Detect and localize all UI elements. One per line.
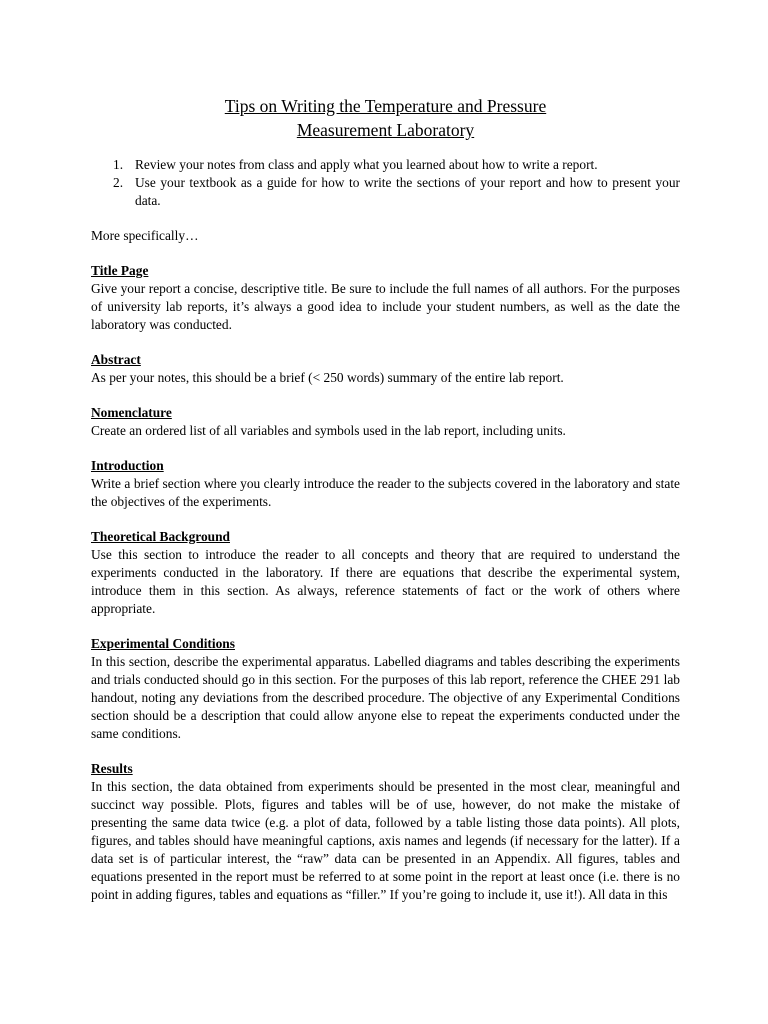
section-theoretical-background bbox=[91, 528, 680, 618]
list-item bbox=[91, 156, 680, 174]
section-body: Write a brief section where you clearly introduce the reader to the subjects covered in the laboratory and state the objectives of the experiments. bbox=[91, 476, 680, 509]
tips-list bbox=[91, 156, 680, 210]
section-nomenclature bbox=[91, 404, 680, 440]
title-line-1: Tips on Writing the Temperature and Pressure bbox=[224, 96, 547, 116]
section-body: Give your report a concise, descriptive title. Be sure to include the full names of all authors. For the purposes of university lab reports, it’s always a good idea to include your student numbers, as well as the date the laboratory was conducted. bbox=[91, 281, 680, 332]
section-body: As per your notes, this should be a brief (< 250 words) summary of the entire lab report. bbox=[91, 370, 564, 385]
list-item-number: 1. bbox=[113, 157, 124, 172]
section-body: Create an ordered list of all variables and symbols used in the lab report, including units. bbox=[91, 423, 566, 438]
list-item-text: Review your notes from class and apply what you learned about how to write a report. bbox=[135, 157, 598, 172]
section-introduction bbox=[91, 457, 680, 511]
section-heading: Abstract bbox=[91, 352, 141, 367]
section-body: In this section, the data obtained from experiments should be presented in the most clear, meaningful and succinct way possible. Plots, figures and tables will be of use, however, do not make the mistake of presenting the same data twice (e.g. a plot of data, followed by a table listing those data points). All plots, figures, and tables should have meaningful captions, axis names and legends (if necessary for the latter). If a data set is of particular interest, the “raw” data can be presented in an Appendix. All figures, tables and equations presented in the report must be referred to at some point in the report at least once (i.e. there is no point in adding figures, tables and equations as “filler.” If you’re going to include it, use it!). All data in this bbox=[91, 779, 680, 902]
section-experimental-conditions bbox=[91, 635, 680, 743]
more-specifically-text: More specifically… bbox=[91, 228, 199, 243]
section-body: In this section, describe the experimental apparatus. Labelled diagrams and tables describing the experiments and trials conducted should go in this section. For the purposes of this lab report, reference the CHEE 291 lab handout, noting any deviations from the described procedure. The objective of any Experimental Conditions section should be a description that could allow anyone else to repeat the experiments conducted under the same conditions. bbox=[91, 654, 680, 741]
title-line-2: Measurement Laboratory bbox=[296, 120, 475, 140]
section-heading: Introduction bbox=[91, 458, 164, 473]
document-title bbox=[91, 94, 680, 142]
section-body: Use this section to introduce the reader to all concepts and theory that are required to understand the experiments conducted in the laboratory. If there are equations that describe the experimental system, introduce them in this section. As always, reference statements of fact or the work of others where appropriate. bbox=[91, 547, 680, 616]
section-results bbox=[91, 760, 680, 904]
section-title-page bbox=[91, 262, 680, 334]
section-heading: Results bbox=[91, 761, 133, 776]
list-item-number: 2. bbox=[113, 175, 124, 190]
section-heading: Experimental Conditions bbox=[91, 636, 235, 651]
section-heading: Title Page bbox=[91, 263, 149, 278]
section-heading: Theoretical Background bbox=[91, 529, 230, 544]
section-abstract bbox=[91, 351, 680, 387]
list-item-text: Use your textbook as a guide for how to write the sections of your report and how to present your data. bbox=[135, 175, 680, 208]
list-item bbox=[91, 174, 680, 210]
section-heading: Nomenclature bbox=[91, 405, 172, 420]
